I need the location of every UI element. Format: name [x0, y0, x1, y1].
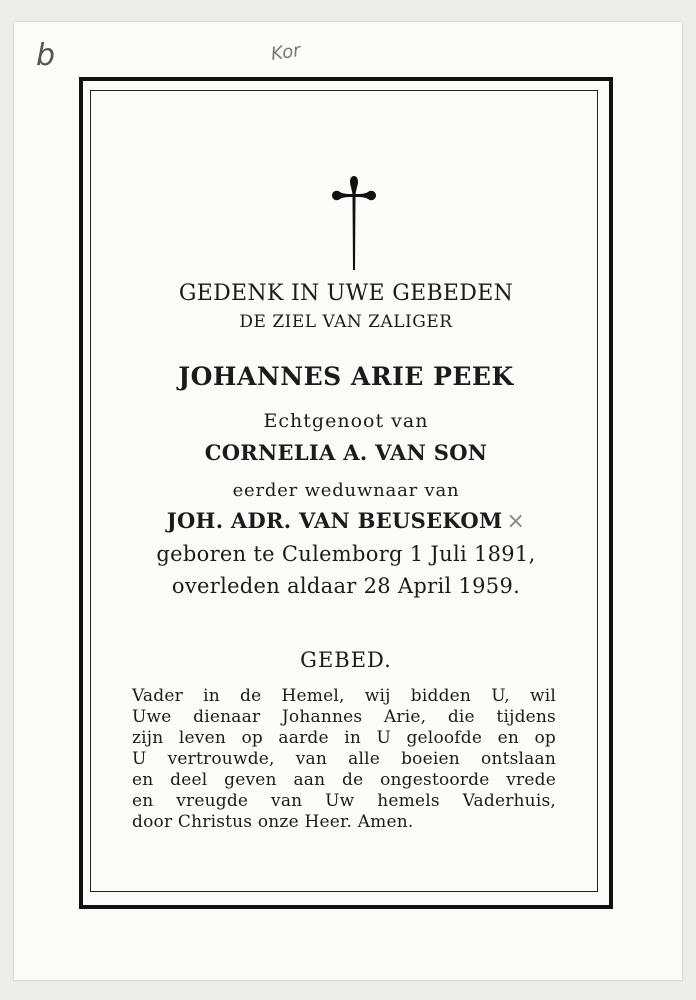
heading-line-1: GEDENK IN UWE GEBEDEN	[178, 281, 514, 306]
prayer-title: GEBED.	[300, 648, 392, 672]
handwritten-note: Kor	[269, 40, 302, 65]
spouse-label: Echtgenoot van	[263, 410, 429, 432]
prayer-line: zijn leven op aarde in U geloofde en op	[132, 728, 556, 748]
previous-spouse-name: JOH. ADR. VAN BEUSEKOM	[166, 508, 503, 533]
prayer-line: U vertrouwde, van alle boeien ontslaan	[132, 749, 556, 769]
prayer-line: en vreugde van Uw hemels Vaderhuis,	[132, 791, 556, 811]
prayer-line: door Christus onze Heer. Amen.	[132, 812, 414, 832]
cross-icon	[332, 170, 376, 274]
prayer-line: en deel geven aan de ongestoorde vrede	[132, 770, 556, 790]
handwritten-corner-mark: b	[36, 38, 56, 73]
deceased-name: JOHANNES ARIE PEEK	[178, 362, 514, 391]
prayer-line: Uwe dienaar Johannes Arie, die tijdens	[132, 707, 556, 727]
prayer-line: Vader in de Hemel, wij bidden U, wil	[132, 686, 556, 706]
heading-line-2: DE ZIEL VAN ZALIGER	[239, 312, 453, 332]
pencil-x-mark: ×	[506, 509, 526, 534]
prayer-text	[132, 686, 556, 833]
previous-spouse-line	[96, 508, 596, 534]
death-line: overleden aldaar 28 April 1959.	[171, 574, 521, 598]
memorial-card	[14, 22, 682, 980]
birth-line: geboren te Culemborg 1 Juli 1891,	[156, 542, 536, 566]
spouse-name: CORNELIA A. VAN SON	[204, 440, 488, 465]
previous-spouse-label: eerder weduwnaar van	[232, 480, 460, 501]
